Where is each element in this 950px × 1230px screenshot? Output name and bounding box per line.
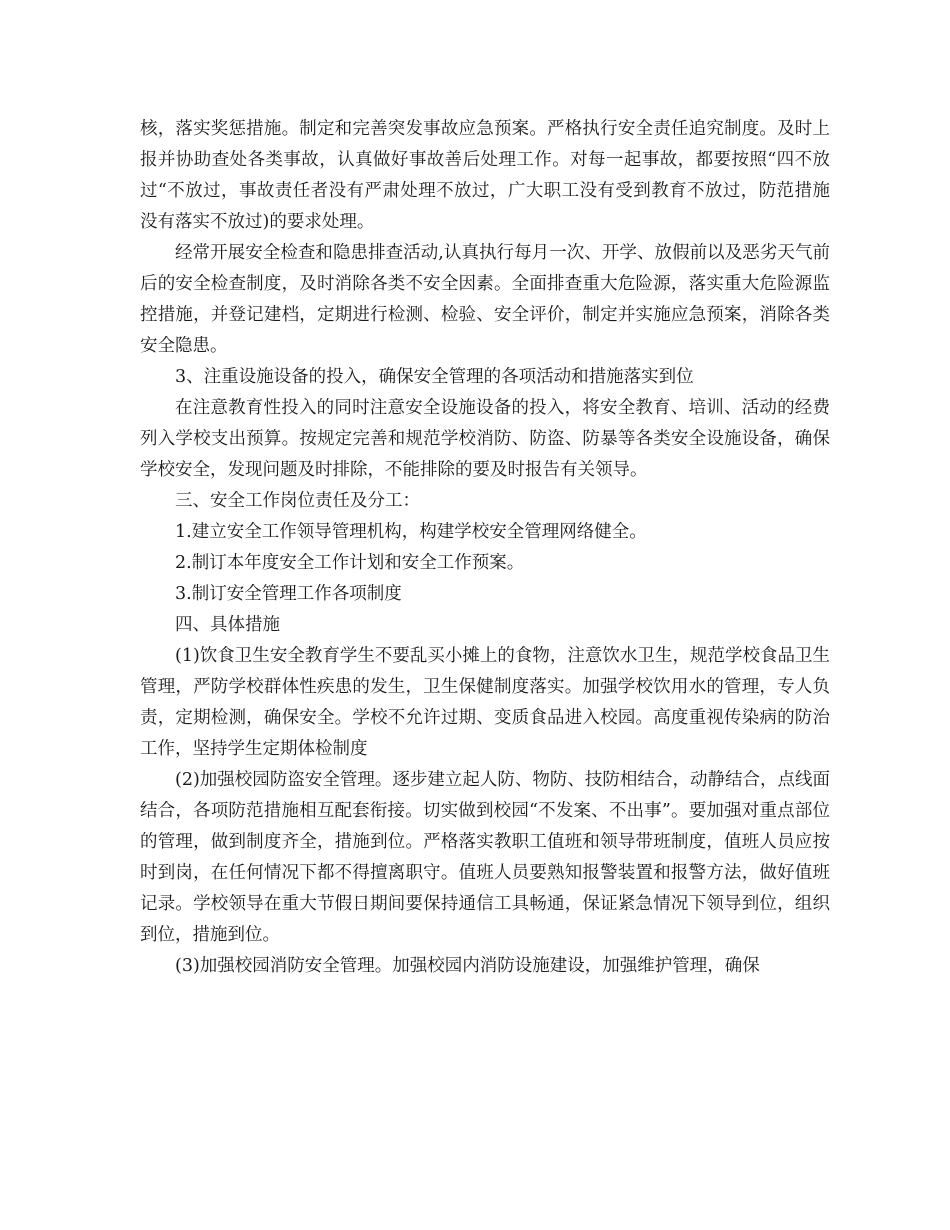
list-item-1: 1.建立安全工作领导管理机构，构建学校安全管理网络健全。 <box>175 522 647 542</box>
paragraph-food-safety: (1)饮食卫生安全教育学生不要乱买小摊上的食物，注意饮水卫生，规范学校食品卫生管理，严防学校群体性疾患的发生，卫生保健制度落实。加强学校饮用水的管理，专人负责，定期检测，确保安全。学校不允许过期、变质食品进入校园。高度重视传染病的防治工作，坚持学生定期体检制度 <box>140 646 830 759</box>
paragraph-inspection: 经常开展安全检查和隐患排查活动,认真执行每月一次、开学、放假前以及恶劣天气前后的安全检查制度，及时消除各类不安全因素。全面排查重大危险源，落实重大危险源监控措施，并登记建档，定期进行检测、检验、安全评价，制定并实施应急预案，消除各类安全隐患。 <box>140 243 830 356</box>
paragraph-continuation: 核，落实奖惩措施。制定和完善突发事故应急预案。严格执行安全责任追究制度。及时上报并协助查处各类事故，认真做好事故善后处理工作。对每一起事故，都要按照“四不放过“不放过，事故责任者没有严肃处理不放过，广大职工没有受到教育不放过，防范措施没有落实不放过)的要求处理。 <box>140 119 830 232</box>
paragraph-equipment: 在注意教育性投入的同时注意安全设施设备的投入，将安全教育、培训、活动的经费列入学校支出预算。按规定完善和规范学校消防、防盗、防暴等各类安全设施设备，确保学校安全，发现问题及时排除，不能排除的要及时报告有关领导。 <box>140 398 830 480</box>
section-heading-measures: 四、具体措施 <box>175 615 280 635</box>
list-item-2: 2.制订本年度安全工作计划和安全工作预案。 <box>175 553 525 573</box>
paragraph-fire-safety: (3)加强校园消防安全管理。加强校园内消防设施建设，加强维护管理，确保 <box>175 956 760 976</box>
section-heading-responsibilities: 三、安全工作岗位责任及分工： <box>175 491 420 511</box>
section-heading-equipment: 3、注重设施设备的投入，确保安全管理的各项活动和措施落实到位 <box>175 367 694 387</box>
document-body <box>140 114 830 982</box>
paragraph-theft-prevention: (2)加强校园防盗安全管理。逐步建立起人防、物防、技防相结合，动静结合，点线面结合，各项防范措施相互配套衔接。切实做到校园“不发案、不出事”。要加强对重点部位的管理，做到制度齐全，措施到位。严格落实教职工值班和领导带班制度，值班人员应按时到岗，在任何情况下都不得擅离职守。值班人员要熟知报警装置和报警方法，做好值班记录。学校领导在重大节假日期间要保持通信工具畅通，保证紧急情况下领导到位，组织到位，措施到位。 <box>140 770 830 945</box>
list-item-3: 3.制订安全管理工作各项制度 <box>175 584 402 604</box>
